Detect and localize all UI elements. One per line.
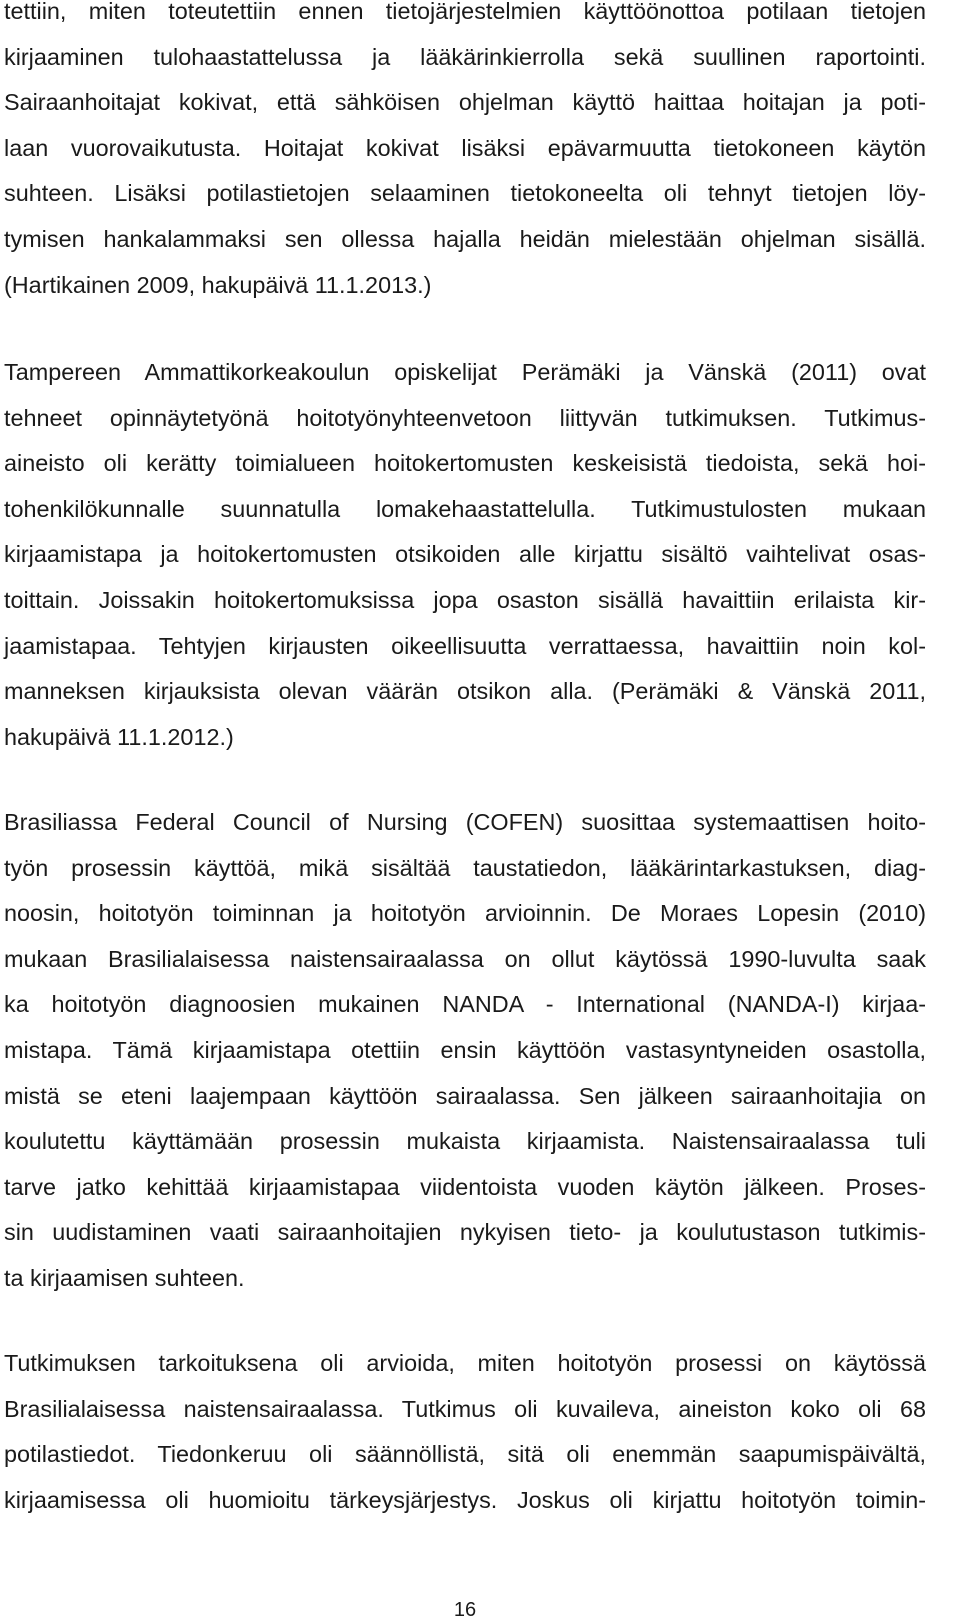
paragraph-3: [4, 800, 926, 1302]
paragraph-2: [4, 350, 926, 760]
text-line: tettiin, miten toteutettiin ennen tietojärjestelmien käyttöönottoa potilaan tietojen: [4, 0, 926, 24]
text-line: mukaan Brasilialaisessa naistensairaalassa on ollut käytössä 1990-luvulta saak: [4, 945, 926, 972]
paragraph-1: [4, 0, 926, 308]
text-line: aineisto oli kerätty toimialueen hoitokertomusten keskeisistä tiedoista, sekä hoi-: [4, 450, 926, 477]
text-line: kirjaamisessa oli huomioitu tärkeysjärjestys. Joskus oli kirjattu hoitotyön toimin-: [4, 1486, 926, 1513]
text-line: suhteen. Lisäksi potilastietojen selaaminen tietokoneelta oli tehnyt tietojen löy-: [4, 180, 926, 207]
text-line: (Hartikainen 2009, hakupäivä 11.1.2013.): [4, 271, 432, 298]
text-line: Tutkimuksen tarkoituksena oli arvioida, miten hoitotyön prosessi on käytössä: [4, 1350, 926, 1376]
text-line: työn prosessin käyttöä, mikä sisältää taustatiedon, lääkärintarkastuksen, diag-: [4, 854, 926, 881]
text-line: sin uudistaminen vaati sairaanhoitajien nykyisen tieto- ja koulutustason tutkimis-: [4, 1219, 926, 1246]
text-line: ta kirjaamisen suhteen.: [4, 1264, 245, 1291]
text-line: tarve jatko kehittää kirjaamistapaa viidentoista vuoden käytön jälkeen. Proses-: [4, 1173, 926, 1200]
text-line: Brasiliassa Federal Council of Nursing (COFEN) suosittaa systemaattisen hoito-: [4, 809, 926, 835]
text-line: mistapa. Tämä kirjaamistapa otettiin ensin käyttöön vastasyntyneiden osastolla,: [4, 1036, 926, 1063]
text-line: noosin, hoitotyön toiminnan ja hoitotyön arvioinnin. De Moraes Lopesin (2010): [4, 900, 926, 927]
text-line: koulutettu käyttämään prosessin mukaista kirjaamista. Naistensairaalassa tuli: [4, 1128, 926, 1155]
text-line: kirjaamistapa ja hoitokertomusten otsikoiden alle kirjattu sisältö vaihtelivat osas-: [4, 541, 926, 568]
text-line: jaamistapaa. Tehtyjen kirjausten oikeellisuutta verrattaessa, havaittiin noin kol-: [4, 632, 926, 659]
text-line: kirjaaminen tulohaastattelussa ja lääkärinkierrolla sekä suullinen raportointi.: [4, 43, 926, 70]
page-number: 16: [453, 1599, 477, 1621]
text-line: laan vuorovaikutusta. Hoitajat kokivat lisäksi epävarmuutta tietokoneen käytön: [4, 134, 926, 161]
text-line: manneksen kirjauksista olevan väärän otsikon alla. (Perämäki & Vänskä 2011,: [4, 678, 926, 705]
text-line: Tampereen Ammattikorkeakoulun opiskelijat Perämäki ja Vänskä (2011) ovat: [4, 359, 926, 385]
text-line: ka hoitotyön diagnoosien mukainen NANDA - International (NANDA-I) kirjaa-: [4, 991, 926, 1018]
text-line: mistä se eteni laajempaan käyttöön sairaalassa. Sen jälkeen sairaanhoitajia on: [4, 1082, 926, 1109]
text-line: potilastiedot. Tiedonkeruu oli säännöllistä, sitä oli enemmän saapumispäivältä,: [4, 1441, 926, 1468]
text-line: tymisen hankalammaksi sen ollessa hajalla heidän mielestään ohjelman sisällä.: [4, 225, 926, 252]
text-line: tohenkilökunnalle suunnatulla lomakehaastattelulla. Tutkimustulosten mukaan: [4, 495, 926, 522]
text-line: tehneet opinnäytetyönä hoitotyönyhteenvetoon liittyvän tutkimuksen. Tutkimus-: [4, 404, 926, 431]
text-line: Brasilialaisessa naistensairaalassa. Tutkimus oli kuvaileva, aineiston koko oli 68: [4, 1395, 926, 1422]
text-line: hakupäivä 11.1.2012.): [4, 723, 234, 750]
text-line: toittain. Joissakin hoitokertomuksissa jopa osaston sisällä havaittiin erilaista kir-: [4, 586, 926, 613]
paragraph-4: [4, 1341, 926, 1523]
text-line: Sairaanhoitajat kokivat, että sähköisen ohjelman käyttö haittaa hoitajan ja poti-: [4, 89, 926, 116]
